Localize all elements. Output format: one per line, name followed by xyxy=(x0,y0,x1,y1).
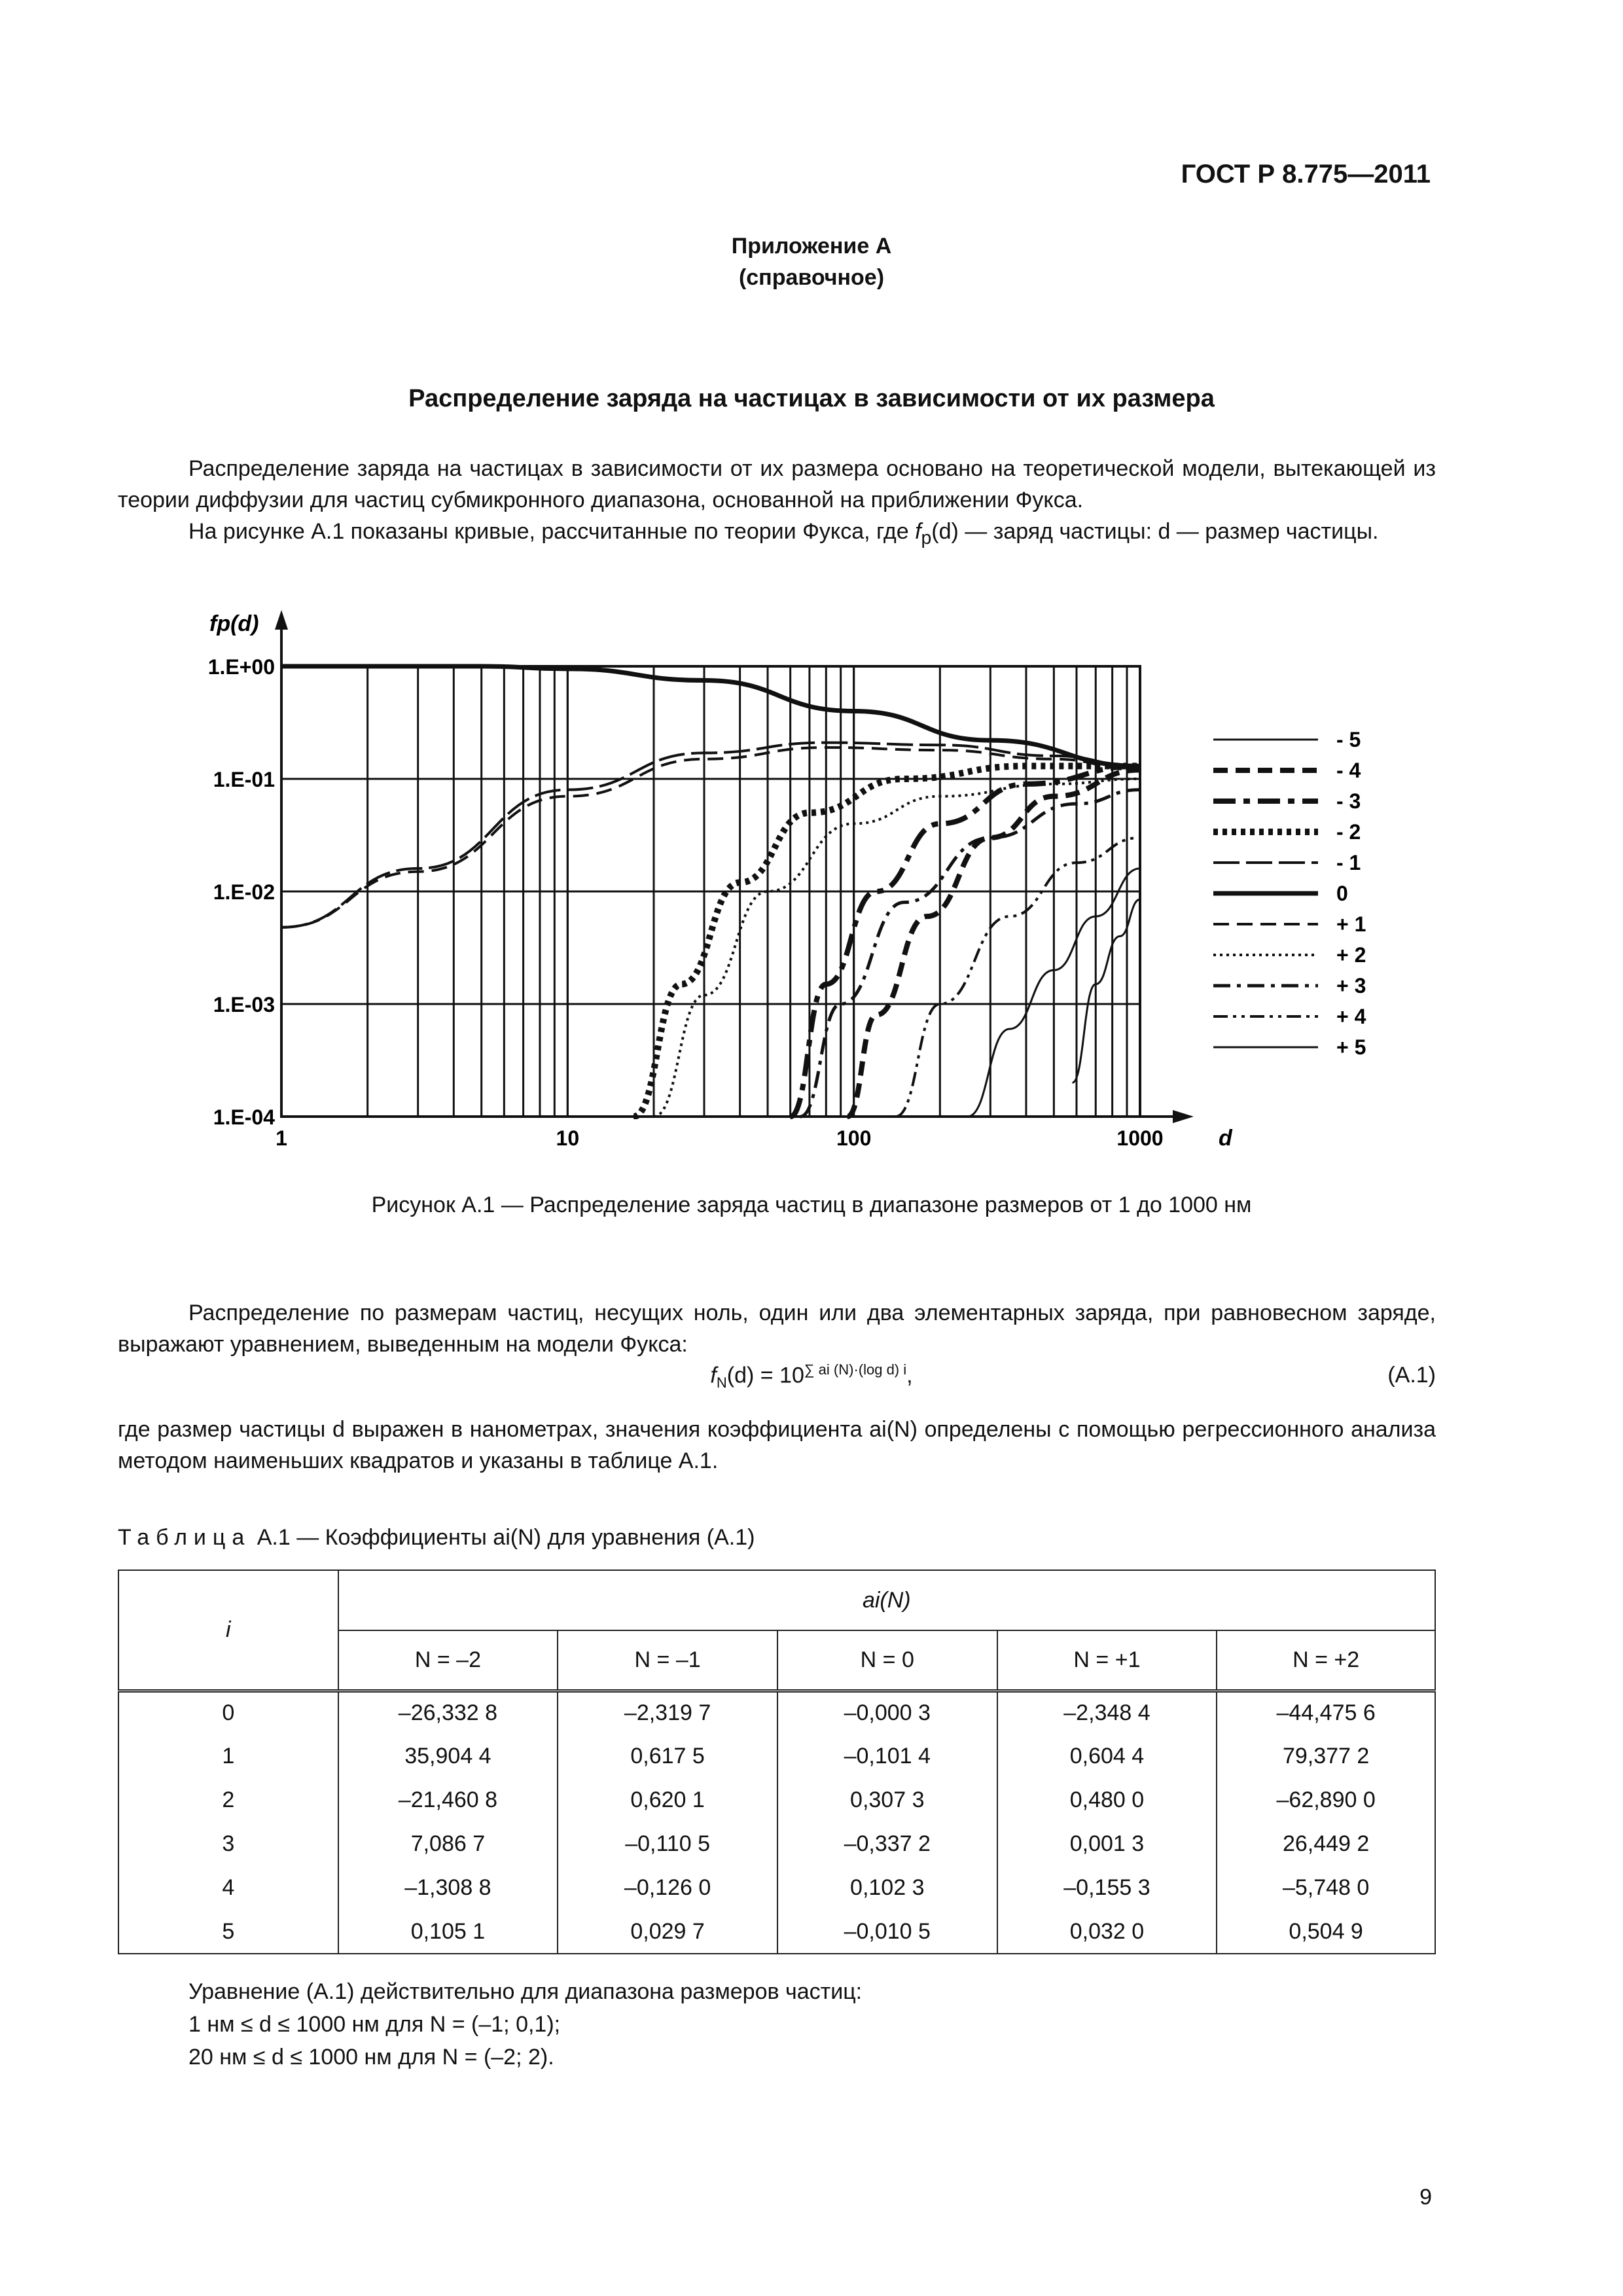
y-axis-label: fp(d) xyxy=(209,611,259,636)
x-axis-label: d xyxy=(1219,1126,1232,1151)
column-header: N = –2 xyxy=(338,1630,558,1691)
table-row xyxy=(118,1691,1435,1734)
table-cell: –0,155 3 xyxy=(997,1866,1217,1910)
table-cell: 0,029 7 xyxy=(558,1910,777,1954)
paragraph-1-text: Распределение заряда на частицах в зависимости от их размера основано на теоретической модели, вытекающей из теории диффузии для частиц субмикронного диапазона, основанной на приближении Фукса. xyxy=(118,456,1436,512)
paragraph-4: где размер частицы d выражен в нанометрах, значения коэффициента ai(N) определены с помощью регрессионного анализа методом наименьших квадратов и указаны в таблице А.1. xyxy=(118,1417,1436,1473)
table-cell: 4 xyxy=(118,1866,338,1910)
row-index-header: i xyxy=(118,1570,338,1691)
table-cell: –21,460 8 xyxy=(338,1778,558,1822)
table-cell: –0,000 3 xyxy=(777,1691,997,1734)
note-line: Уравнение (А.1) действительно для диапазона размеров частиц: xyxy=(188,1979,863,2004)
x-tick-label: 10 xyxy=(556,1126,580,1150)
table-cell: 26,449 2 xyxy=(1217,1822,1435,1866)
y-tick-label: 1.E-03 xyxy=(213,993,275,1016)
series-line xyxy=(633,766,1140,1117)
appendix-heading xyxy=(0,230,1623,293)
table-cell: –62,890 0 xyxy=(1217,1778,1435,1822)
figure-caption: Рисунок А.1 — Распределение заряда частиц в диапазоне размеров от 1 до 1000 нм xyxy=(371,1193,1252,1217)
note-line: 20 нм ≤ d ≤ 1000 нм для N = (–2; 2). xyxy=(188,2045,554,2070)
equation-tail: , xyxy=(906,1363,913,1388)
table-cell: 0,102 3 xyxy=(777,1866,997,1910)
paragraph-2 xyxy=(118,516,1436,554)
coefficients-table xyxy=(118,1570,1436,1954)
table-caption-text: А.1 — Коэффициенты ai(N) для уравнения (А.1) xyxy=(251,1525,755,1550)
equation-f: f xyxy=(710,1363,717,1388)
equation xyxy=(0,1361,1623,1391)
paragraph-3 xyxy=(118,1297,1436,1360)
table-cell: –0,101 4 xyxy=(777,1734,997,1778)
table-cell: 0 xyxy=(118,1691,338,1734)
table-cell: –44,475 6 xyxy=(1217,1691,1435,1734)
table-caption-label: Таблица xyxy=(118,1525,251,1550)
column-header: N = +1 xyxy=(997,1630,1217,1691)
table-row xyxy=(118,1734,1435,1778)
legend-label: - 5 xyxy=(1336,728,1361,751)
table-cell: 0,307 3 xyxy=(777,1778,997,1822)
series-line xyxy=(281,666,1140,766)
table-cell: 0,105 1 xyxy=(338,1910,558,1954)
legend-label: - 4 xyxy=(1336,759,1361,782)
table-cell: 35,904 4 xyxy=(338,1734,558,1778)
y-tick-label: 1.E-04 xyxy=(213,1105,275,1129)
fp-symbol: f xyxy=(915,519,921,544)
table-row xyxy=(118,1910,1435,1954)
series-line xyxy=(281,747,1140,927)
table-row xyxy=(118,1778,1435,1822)
equation-sub: N xyxy=(716,1374,727,1391)
legend-label: + 3 xyxy=(1336,974,1366,997)
table-cell: 1 xyxy=(118,1734,338,1778)
fp-subscript: p xyxy=(921,527,932,548)
table-cell: 0,604 4 xyxy=(997,1734,1217,1778)
y-tick-label: 1.E-01 xyxy=(213,768,275,791)
table-cell: –0,110 5 xyxy=(558,1822,777,1866)
page-number: 9 xyxy=(1419,2185,1432,2210)
legend-label: 0 xyxy=(1336,882,1348,905)
appendix-subtitle: (справочное) xyxy=(738,265,885,290)
table-cell: 3 xyxy=(118,1822,338,1866)
equation-lhs: (d) = 10 xyxy=(726,1363,804,1388)
series-line xyxy=(791,766,1140,1117)
charge-distribution-chart xyxy=(0,589,1623,1178)
y-tick-label: 1.E+00 xyxy=(207,655,275,679)
column-header: N = 0 xyxy=(777,1630,997,1691)
legend-label: - 2 xyxy=(1336,820,1361,844)
note-line: 1 нм ≤ d ≤ 1000 нм для N = (–1; 0,1); xyxy=(188,2012,561,2037)
legend-label: + 2 xyxy=(1336,943,1366,967)
table-cell: 0,620 1 xyxy=(558,1778,777,1822)
legend-label: + 1 xyxy=(1336,912,1366,936)
table-cell: –26,332 8 xyxy=(338,1691,558,1734)
paragraph-1 xyxy=(118,453,1436,516)
column-header: N = +2 xyxy=(1217,1630,1435,1691)
column-header: N = –1 xyxy=(558,1630,777,1691)
paragraph-2-text-a: На рисунке А.1 показаны кривые, рассчитанные по теории Фукса, где xyxy=(188,519,916,544)
table-row xyxy=(118,1866,1435,1910)
table-cell: 7,086 7 xyxy=(338,1822,558,1866)
legend-label: + 5 xyxy=(1336,1035,1366,1059)
equation-number: (А.1) xyxy=(1387,1363,1436,1388)
table-cell: –1,308 8 xyxy=(338,1866,558,1910)
x-axis-arrow xyxy=(1173,1110,1194,1123)
x-tick-label: 1 xyxy=(276,1126,287,1150)
table-cell: 5 xyxy=(118,1910,338,1954)
table-cell: –2,348 4 xyxy=(997,1691,1217,1734)
table-cell: 0,480 0 xyxy=(997,1778,1217,1822)
validity-notes xyxy=(188,1975,862,2073)
legend-label: - 1 xyxy=(1336,851,1361,874)
equation-exponent: ∑ ai (N)·(log d) i xyxy=(804,1361,907,1378)
section-title: Распределение заряда на частицах в зависимости от их размера xyxy=(408,385,1215,412)
table-cell: –5,748 0 xyxy=(1217,1866,1435,1910)
y-tick-label: 1.E-02 xyxy=(213,880,275,904)
group-header: ai(N) xyxy=(338,1570,1435,1630)
x-tick-label: 1000 xyxy=(1116,1126,1164,1150)
table-cell: 0,504 9 xyxy=(1217,1910,1435,1954)
paragraph-3-text: Распределение по размерам частиц, несущих ноль, один или два элементарных заряда, при равновесном заряде, выражают уравнением, выведенным на модели Фукса: xyxy=(118,1300,1436,1357)
table-cell: –0,126 0 xyxy=(558,1866,777,1910)
table-cell: 2 xyxy=(118,1778,338,1822)
y-axis-arrow xyxy=(275,610,288,630)
appendix-title: Приложение А xyxy=(731,234,892,259)
legend-label: + 4 xyxy=(1336,1005,1366,1028)
table-cell: 0,001 3 xyxy=(997,1822,1217,1866)
table-cell: –2,319 7 xyxy=(558,1691,777,1734)
table-cell: –0,337 2 xyxy=(777,1822,997,1866)
table-caption xyxy=(118,1525,755,1551)
table-row xyxy=(118,1822,1435,1866)
table-cell: –0,010 5 xyxy=(777,1910,997,1954)
table-cell: 0,617 5 xyxy=(558,1734,777,1778)
paragraph-2-text-b: (d) — заряд частицы: d — размер частицы. xyxy=(931,519,1379,544)
legend-label: - 3 xyxy=(1336,789,1361,813)
table-cell: 0,032 0 xyxy=(997,1910,1217,1954)
series-line xyxy=(800,790,1140,1117)
table-cell: 79,377 2 xyxy=(1217,1734,1435,1778)
x-tick-label: 100 xyxy=(836,1126,872,1150)
series-line xyxy=(654,779,1140,1117)
standard-header: ГОСТ Р 8.775—2011 xyxy=(1181,160,1431,188)
